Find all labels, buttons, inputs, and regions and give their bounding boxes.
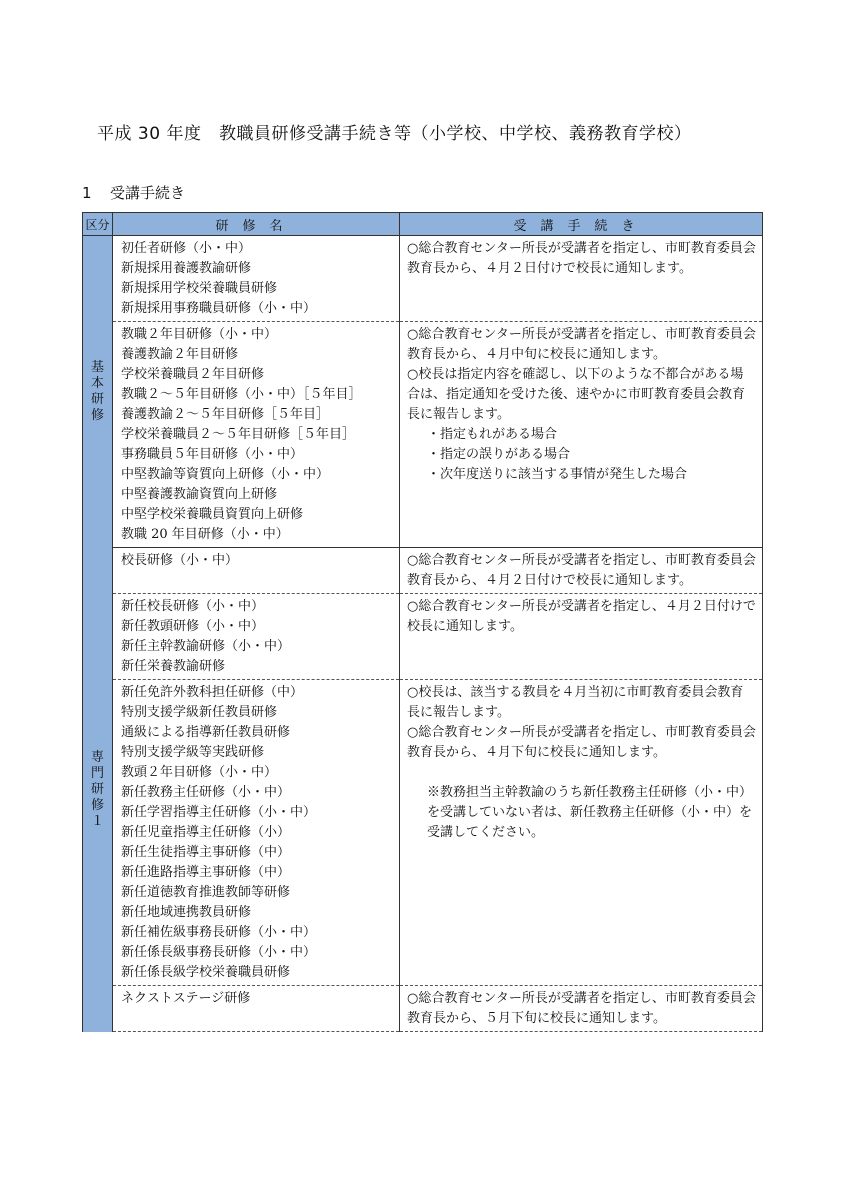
training-name: 校長研修（小・中） — [121, 553, 239, 568]
training-name: 新任係長級事務長研修（小・中） — [121, 945, 317, 960]
training-name: 学校栄養職員２年目研修 — [121, 367, 265, 382]
spacer — [407, 763, 756, 783]
training-name: 新任教頭研修（小・中） — [121, 619, 265, 634]
table-header-row — [83, 213, 763, 236]
training-name: 新任免許外教科担任研修（中） — [121, 685, 304, 700]
training-name: 新任教務主任研修（小・中） — [121, 785, 291, 800]
training-name: 新任進路指導主事研修（中） — [121, 865, 291, 880]
training-names-cell — [113, 680, 400, 986]
training-name: 新任学習指導主任研修（小・中） — [121, 805, 317, 820]
training-name: 新任生徒指導主事研修（中） — [121, 845, 291, 860]
category-label: 専門研修１ — [90, 749, 104, 829]
procedure-bullet: ・指定もれがある場合 — [427, 427, 558, 442]
procedure-cell — [400, 680, 763, 986]
training-name: ネクストステージ研修 — [121, 991, 251, 1006]
procedure-cell — [400, 236, 763, 322]
training-name: 中堅教諭等資質向上研修（小・中） — [121, 467, 330, 482]
procedure-bullet: ・次年度送りに該当する事情が発生した場合 — [427, 467, 688, 482]
training-name: 新任地域連携教員研修 — [121, 905, 252, 920]
training-name: 新規採用学校栄養職員研修 — [121, 281, 278, 296]
category-cell — [83, 236, 113, 548]
table-row — [83, 236, 763, 322]
procedure-bullet: ・指定の誤りがある場合 — [427, 447, 571, 462]
table-body — [83, 236, 763, 1032]
procedure-text: ○総合教育センター所長が受講者を指定し、市町教育委員会教育長から、４月２日付けで校長に通知します。 — [407, 553, 756, 588]
table-row — [83, 594, 763, 680]
procedure-cell — [400, 322, 763, 548]
section-heading — [82, 182, 185, 203]
procedure-text: ○校長は指定内容を確認し、以下のような不都合がある場合は、指定通知を受けた後、速やかに市町教育委員会教育長に報告します。 — [407, 367, 746, 422]
training-name: 教職 20 年目研修（小・中） — [121, 527, 289, 542]
training-name: 新任道徳教育推進教師等研修 — [121, 885, 291, 900]
header-name: 研修名 — [113, 213, 400, 236]
procedure-table — [82, 212, 763, 1032]
training-name: 初任者研修（小・中） — [121, 241, 252, 256]
training-name: 新任補佐級事務長研修（小・中） — [121, 925, 317, 940]
procedure-cell — [400, 594, 763, 680]
training-name: 通級による指導新任教員研修 — [121, 725, 291, 740]
training-name: 学校栄養職員２〜５年目研修［５年目］ — [121, 427, 356, 442]
section-title: 受講手続き — [110, 184, 186, 202]
training-name: 教職２年目研修（小・中） — [121, 327, 278, 342]
training-name: 教職２〜５年目研修（小・中）［５年目］ — [121, 387, 362, 402]
header-procedure: 受講手続き — [400, 213, 763, 236]
training-name: 新任主幹教諭研修（小・中） — [121, 639, 291, 654]
table-row — [83, 986, 763, 1032]
training-name: 特別支援学級等実践研修 — [121, 745, 265, 760]
training-name: 新規採用養護教諭研修 — [121, 261, 252, 276]
training-name: 新任係長級学校栄養職員研修 — [121, 965, 291, 980]
category-cell — [83, 548, 113, 1032]
procedure-cell — [400, 548, 763, 594]
training-name: 特別支援学級新任教員研修 — [121, 705, 278, 720]
training-names-cell — [113, 322, 400, 548]
table-row — [83, 548, 763, 594]
category-label: 基本研修 — [90, 359, 104, 423]
training-name: 養護教諭２年目研修 — [121, 347, 239, 362]
procedure-text: ○総合教育センター所長が受講者を指定し、市町教育委員会教育長から、４月中旬に校長に通知します。 — [407, 327, 756, 362]
procedure-text: ○総合教育センター所長が受講者を指定し、４月２日付けで校長に通知します。 — [407, 599, 756, 634]
training-name: 新任校長研修（小・中） — [121, 599, 265, 614]
training-names-cell — [113, 236, 400, 322]
training-name: 養護教諭２〜５年目研修［５年目］ — [121, 407, 330, 422]
procedure-cell — [400, 986, 763, 1032]
section-number: 1 — [82, 184, 92, 202]
table-row — [83, 680, 763, 986]
training-name: 事務職員５年目研修（小・中） — [121, 447, 304, 462]
training-names-cell — [113, 594, 400, 680]
procedure-text: ○総合教育センター所長が受講者を指定し、市町教育委員会教育長から、４月２日付けで校長に通知します。 — [407, 241, 756, 276]
document-title: 平成 30 年度 教職員研修受講手続き等（小学校、中学校、義務教育学校） — [97, 124, 692, 144]
table-row — [83, 322, 763, 548]
training-name: 新任児童指導主任研修（小） — [121, 825, 291, 840]
training-name: 新規採用事務職員研修（小・中） — [121, 301, 317, 316]
training-name: 中堅養護教諭資質向上研修 — [121, 487, 278, 502]
training-name: 中堅学校栄養職員資質向上研修 — [121, 507, 304, 522]
procedure-text: ○総合教育センター所長が受講者を指定し、市町教育委員会教育長から、５月下旬に校長に通知します。 — [407, 991, 756, 1026]
training-name: 教頭２年目研修（小・中） — [121, 765, 278, 780]
training-names-cell — [113, 548, 400, 594]
procedure-text: ○校長は、該当する教員を４月当初に市町教育委員会教育長に報告します。 — [407, 685, 744, 720]
procedure-text: ○総合教育センター所長が受講者を指定し、市町教育委員会教育長から、４月下旬に校長に通知します。 — [407, 725, 756, 760]
header-category: 区分 — [83, 213, 113, 236]
procedure-note: ※教務担当主幹教諭のうち新任教務主任研修（小・中）を受講していない者は、新任教務主任研修（小・中）を受講してください。 — [427, 785, 753, 840]
training-names-cell — [113, 986, 400, 1032]
training-name: 新任栄養教諭研修 — [121, 659, 226, 674]
